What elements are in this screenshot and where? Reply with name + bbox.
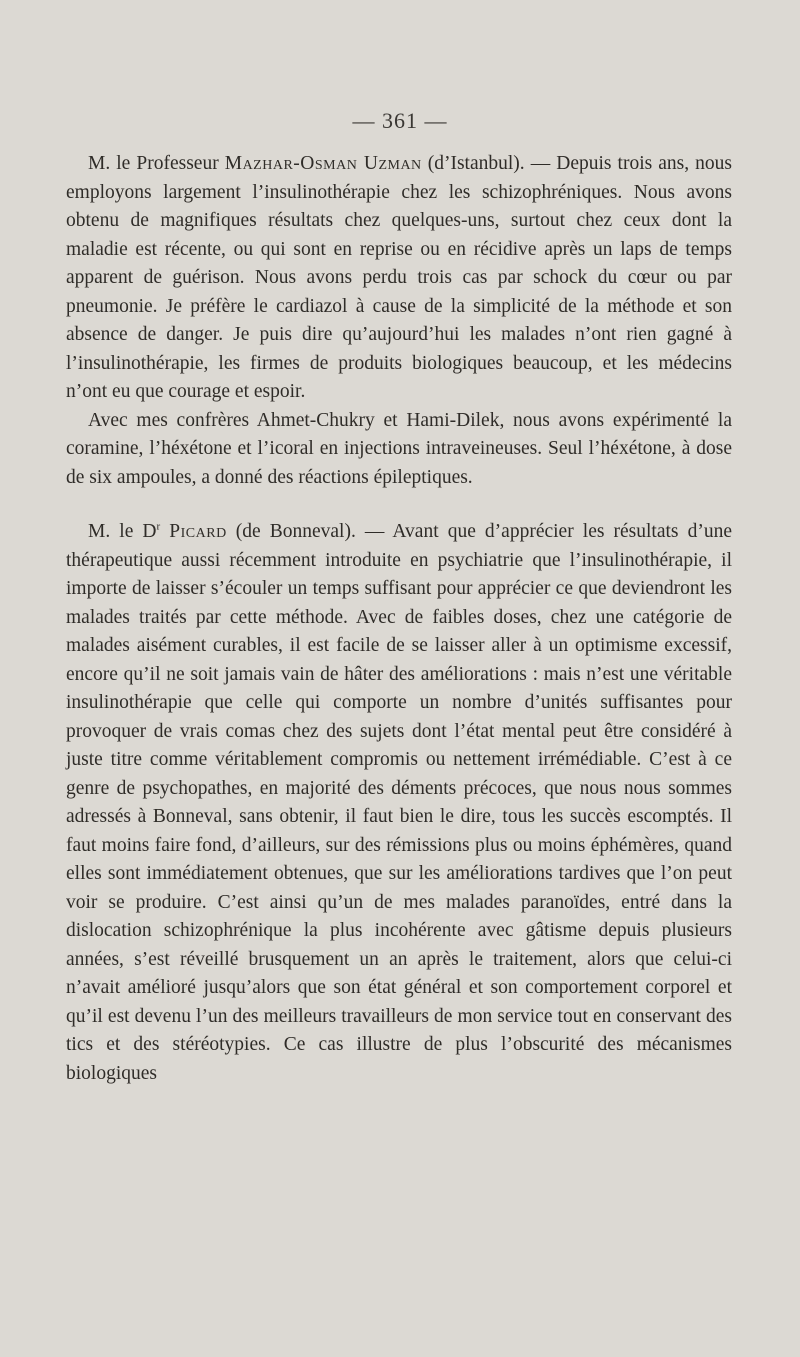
speaker-suffix: (de Bonneval). — (235, 521, 385, 542)
speaker-name: Mazhar-Osman Uzman (224, 153, 422, 174)
body-text (66, 150, 732, 1088)
paragraph-text: Avant que d’apprécier les résultats d’une thérapeutique aussi récemment introduite en psychiatrie que l’insulinothérapie, il importe de laisser s’écouler un temps suffisant pour apprécier ce que deviendront les malades traités par cette méthode. Avec de faibles doses, chez une catégorie de malades aisément curables, il est facile de se laisser aller à un optimisme excessif, encore qu’il ne soit jamais vain de hâter des améliorations : mais n’est une véritable insulinothérapie que celle qui comporte un nombre d’unités suffisantes pour provoquer de vrais comas chez des sujets dont l’état mental peut être considéré à juste titre comme véritablement compromis ou nettement irrémédiable. C’est à ce genre de psychopathes, en majorité des déments précoces, que nous nous sommes adressés à Bonneval, sans obtenir, il faut bien le dire, tous les succès escomptés. Il faut moins faire fond, d’ailleurs, sur des rémissions plus ou moins éphémères, quand elles sont immédiatement obtenues, que sur les améliorations tardives que l’on peut voir se produire. C’est ainsi qu’un de mes malades paranoïdes, entré dans la dislocation schizophrénique la plus incohérente avec gâtisme depuis plusieurs années, s’est réveillé brusquement un an après le traitement, alors que celui-ci n’avait amélioré jusqu’alors que son état général et son comportement corporel et qu’il est devenu l’un des meilleurs travailleurs de mon service tout en conservant des tics et des stéréotypies. Ce cas illustre de plus l’obscurité des mécanismes biologiques (66, 521, 732, 1084)
paragraph-picard (66, 518, 732, 1088)
paragraph-text: Depuis trois ans, nous employons largement l’insulinothérapie chez les schizophréniques. Nous avons obtenu de magnifiques résultats chez quelques-uns, surtout chez ceux dont la maladie est récente, ou qui sont en reprise ou en récidive après un laps de temps apparent de guérison. Nous avons perdu trois cas par schock du cœur ou par pneumonie. Je préfère le cardiazol à cause de la simplicité de la méthode et son absence de danger. Je puis dire qu’aujourd’hui les malades n’ont rien gagné à l’insulinothérapie, les firmes de produits biologiques beaucoup, et les médecins n’ont eu que courage et espoir. (66, 153, 732, 402)
speaker-prefix: M. le D (88, 521, 157, 542)
title-superscript: r (156, 520, 161, 533)
speaker-prefix: M. le Professeur (88, 153, 219, 174)
paragraph-experiments: Avec mes confrères Ahmet-Chukry et Hami-Dilek, nous avons expérimenté la coramine, l’héxétone et l’icoral en injections intraveineuses. Seul l’héxétone, à dose de six ampoules, a donné des réactions épileptiques. (66, 409, 732, 488)
paragraph-mazhar-osman (66, 150, 732, 407)
speaker-name: Picard (169, 521, 227, 542)
page-number: — 361 — (352, 108, 448, 133)
speaker-suffix: (d’Istanbul). — (427, 153, 551, 174)
